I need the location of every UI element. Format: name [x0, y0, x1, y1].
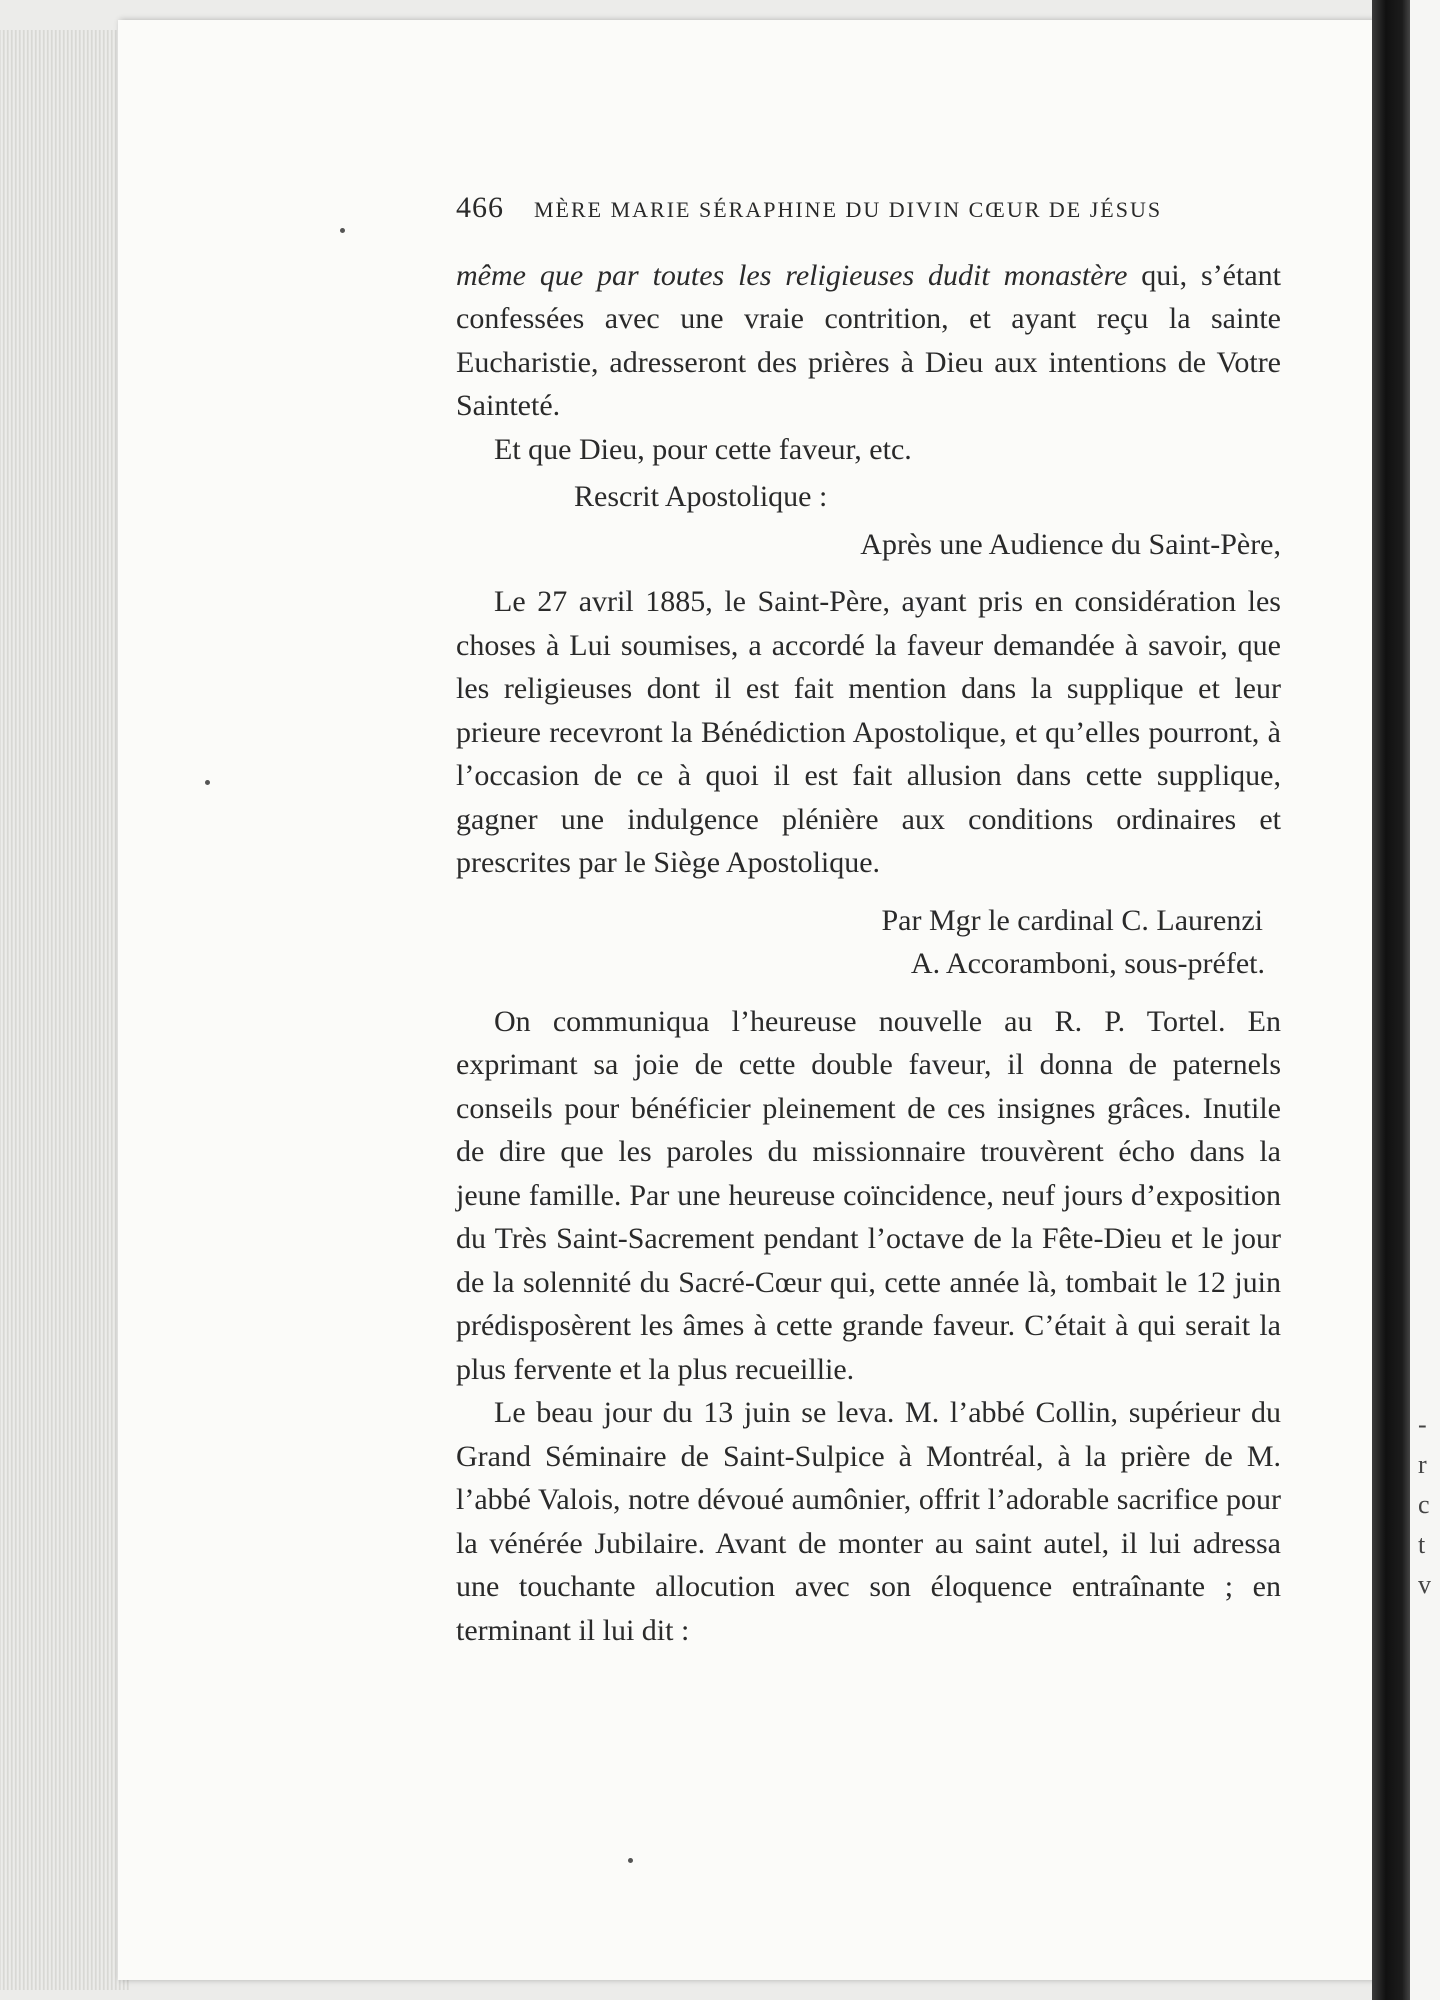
paragraph-1-rest: qui, s’étant confessées avec une vraie contrition, et ayant reçu la sainte Eucharistie, adresseront des prières à Dieu aux intentions de Votre Sainteté.	[456, 258, 1281, 422]
paragraph-3: Le 27 avril 1885, le Saint-Père, ayant pris en considération les choses à Lui soumises, a accordé la faveur demandée à savoir, que les religieuses dont il est fait mention dans la supplique et leur prieure recevront la Bénédiction Apostolique, et qu’elles pourront, à l’occasion de ce à quoi il est fait allusion dans cette supplique, gagner une indulgence plénière aux conditions ordinaires et prescrites par le Siège Apostolique.	[456, 585, 1281, 879]
signature-2: A. Accoramboni, sous-préfet.	[910, 947, 1265, 980]
speck	[340, 228, 345, 233]
paragraph-2: Et que Dieu, pour cette faveur, etc.	[494, 432, 912, 466]
rescrit-heading: Rescrit Apostolique :	[574, 480, 828, 513]
fragment: r	[1418, 1450, 1427, 1479]
italic-phrase: même que par toutes les religieuses dudit monastère	[456, 258, 1128, 292]
running-title: MÈRE MARIE SÉRAPHINE DU DIVIN CŒUR DE JÉSUS	[534, 197, 1163, 222]
signature-1: Par Mgr le cardinal C. Laurenzi	[881, 903, 1263, 937]
audience-line: Après une Audience du Saint-Père,	[860, 527, 1281, 561]
running-head	[456, 186, 1281, 232]
speck	[628, 1858, 633, 1863]
paragraph-5: Le beau jour du 13 juin se leva. M. l’abbé Collin, supérieur du Grand Séminaire de Saint-Sulpice à Montréal, à la prière de M. l’abbé Valois, notre dévoué aumônier, offrit l’adorable sacrifice pour la vénérée Jubilaire. Avant de monter au saint autel, il lui adressa une touchante allocution avec son éloquence entraînante ; en terminant il lui dit :	[456, 1396, 1281, 1647]
fragment: c	[1418, 1490, 1430, 1519]
facing-page	[1410, 0, 1440, 2000]
fragment: t	[1418, 1530, 1426, 1559]
paragraph-1	[456, 254, 1281, 428]
page-text	[456, 186, 1281, 1652]
book-page-edges	[0, 30, 130, 1990]
fragment: -	[1418, 1410, 1427, 1439]
page-gutter	[1372, 0, 1410, 2000]
fragment: v	[1418, 1570, 1431, 1599]
speck	[205, 780, 210, 785]
paragraph-4: On communiqua l’heureuse nouvelle au R. P. Tortel. En exprimant sa joie de cette double faveur, il donna de paternels conseils pour bénéficier pleinement de ces insignes grâces. Inutile de dire que les paroles du missionnaire trouvèrent écho dans la jeune famille. Par une heureuse coïncidence, neuf jours d’exposition du Très Saint-Sacrement pendant l’octave de la Fête-Dieu et le jour de la solennité du Sacré-Cœur qui, cette année là, tombait le 12 juin prédisposèrent les âmes à cette grande faveur. C’était à qui serait la plus fervente et la plus recueillie.	[456, 1004, 1281, 1386]
page-number: 466	[456, 191, 504, 224]
facing-page-fragments	[1418, 1405, 1438, 1605]
